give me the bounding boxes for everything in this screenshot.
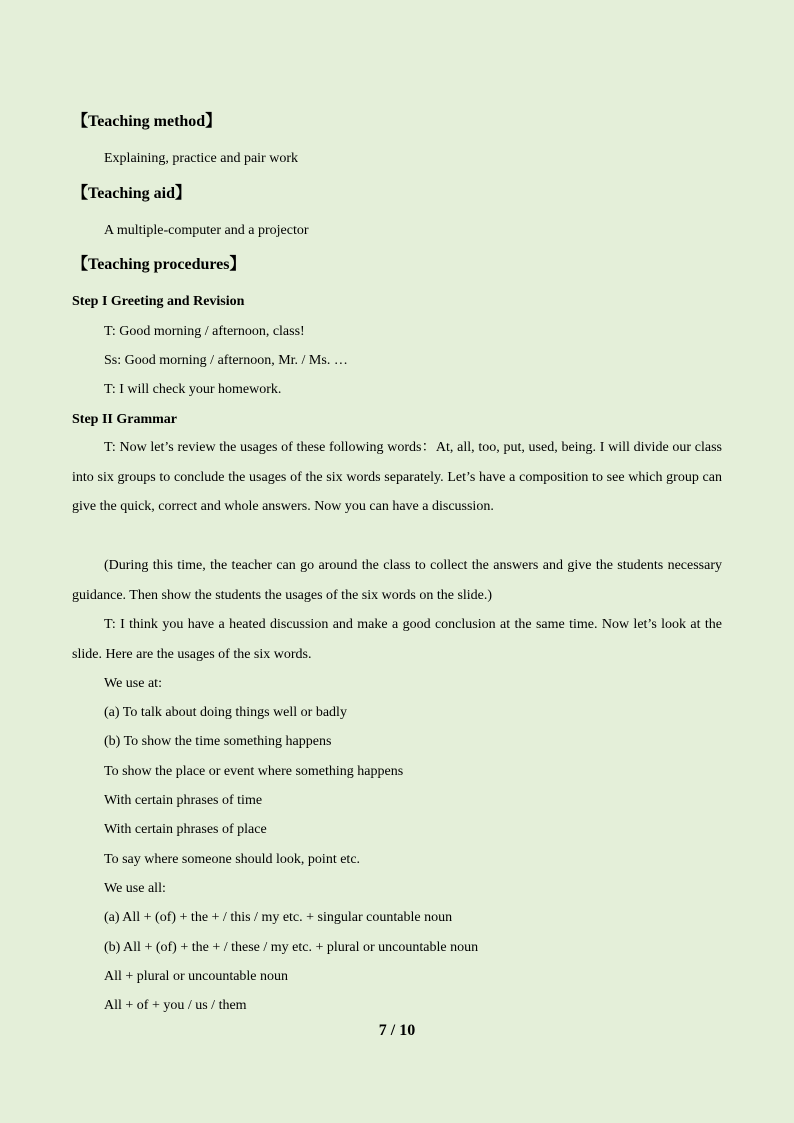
- step2-title: Step II Grammar: [72, 412, 177, 427]
- usage-line: To show the place or event where something happens: [104, 764, 404, 779]
- usage-line: All + plural or uncountable noun: [104, 969, 289, 984]
- step1-line: T: I will check your homework.: [104, 382, 282, 397]
- usage-line: (a) All + (of) + the + / this / my etc. + singular countable noun: [104, 910, 453, 925]
- heading-teaching-aid: 【Teaching aid】: [72, 185, 191, 202]
- usage-line: We use all:: [104, 881, 166, 896]
- usage-line: All + of + you / us / them: [104, 998, 247, 1013]
- usage-line: (a) To talk about doing things well or badly: [104, 705, 347, 720]
- usage-line: We use at:: [104, 676, 162, 691]
- teaching-aid-text: A multiple-computer and a projector: [104, 223, 309, 238]
- usage-line: To say where someone should look, point etc.: [104, 852, 361, 867]
- heading-teaching-method: 【Teaching method】: [72, 113, 222, 130]
- step2-paragraph: (During this time, the teacher can go around the class to collect the answers and give the students necessary guidance. Then show the students the usages of the six words on the slide.): [72, 558, 722, 603]
- step2-paragraph: T: I think you have a heated discussion and make a good conclusion at the same time. Now let’s look at the slide. Here are the usages of the six words.: [72, 617, 722, 662]
- heading-teaching-procedures: 【Teaching procedures】: [72, 256, 246, 273]
- usage-line: With certain phrases of time: [104, 793, 263, 808]
- step2-paragraph: T: Now let’s review the usages of these following words：At, all, too, put, used, being. I will divide our class into six groups to conclude the usages of the six words separately. Let’s have a composition to see which group can give the quick, correct and whole answers. Now you can have a discussion.: [72, 440, 722, 514]
- teaching-method-text: Explaining, practice and pair work: [104, 151, 298, 166]
- usage-line: (b) To show the time something happens: [104, 734, 332, 749]
- usage-line: With certain phrases of place: [104, 822, 267, 837]
- step1-title: Step I Greeting and Revision: [72, 294, 245, 309]
- step1-line: Ss: Good morning / afternoon, Mr. / Ms. …: [104, 353, 348, 368]
- page-number: 7 / 10: [378, 1022, 416, 1039]
- usage-line: (b) All + (of) + the + / these / my etc. + plural or uncountable noun: [104, 940, 479, 955]
- step1-line: T: Good morning / afternoon, class!: [104, 324, 305, 339]
